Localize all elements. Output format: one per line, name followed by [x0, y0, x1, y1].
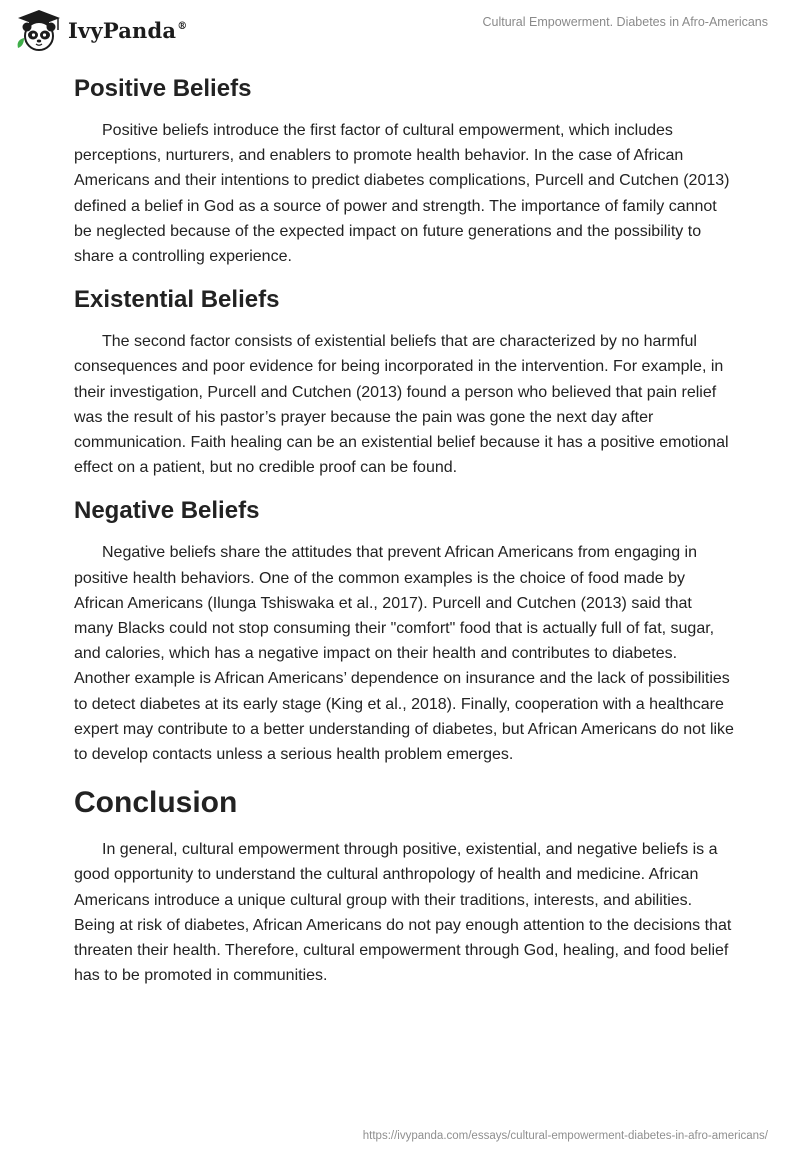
section-paragraph-negative-beliefs: Negative beliefs share the attitudes that prevent African Americans from engaging in positive health behaviors. One of the common examples is the choice of food made by African Americans (Ilunga Tshiswaka et al., 2017). Purcell and Cutchen (2013) said that many Blacks could not stop consuming their "comfort" food that is actually full of fat, sugar, and calories, which has a negative impact on their health and contributes to diabetes. Another example is African Americans’ dependence on insurance and the lack of possibilities to detect diabetes at its early stage (King et al., 2018). Finally, cooperation with a healthcare expert may contribute to a better understanding of diabetes, but African Americans do not like to develop contacts unless a serious health problem emerges.: [74, 544, 734, 764]
panda-graduate-icon: [14, 8, 64, 52]
ivypanda-logo[interactable]: [14, 8, 187, 52]
source-url-link[interactable]: https://ivypanda.com/essays/cultural-empowerment-diabetes-in-afro-americans/: [362, 1130, 768, 1142]
section-paragraph-positive-beliefs: Positive beliefs introduce the first factor of cultural empowerment, which includes perceptions, nurturers, and enablers to promote health behavior. In the case of African Americans and their intentions to predict diabetes complications, Purcell and Cutchen (2013) defined a belief in God as a source of power and strength. The importance of family cannot be neglected because of the expected impact on future generations and the possibility to share a controlling experience.: [74, 122, 730, 266]
page-header: [0, 0, 800, 60]
section-heading-positive-beliefs: Positive Beliefs: [74, 75, 252, 102]
section-heading-existential-beliefs: Existential Beliefs: [74, 286, 280, 314]
section-paragraph-existential-beliefs: The second factor consists of existential beliefs that are characterized by no harmful consequences and poor evidence for being incorporated in the intervention. For example, in their investigation, Purcell and Cutchen (2013) found a person who believed that pain relief was the result of his pastor’s prayer because the pain was gone the next day after communication. Faith healing can be an existential belief because it has a positive emotional effect on a patient, but no credible proof can be found.: [74, 333, 729, 477]
document-title: Cultural Empowerment. Diabetes in Afro-Americans: [482, 15, 768, 29]
essay-body: [74, 70, 734, 1004]
section-heading-negative-beliefs: Negative Beliefs: [74, 497, 260, 525]
registered-mark: ®: [177, 20, 188, 32]
brand-name: IvyPanda®: [68, 17, 188, 43]
conclusion-paragraph: In general, cultural empowerment through positive, existential, and negative beliefs is a good opportunity to understand the cultural anthropology of health and medicine. African Americans introduce a unique cultural group with their traditions, interests, and abilities. Being at risk of diabetes, African Americans do not pay enough attention to the decisions that threaten their health. Therefore, cultural empowerment through God, healing, and food belief has to be promoted in communities.: [74, 841, 732, 985]
conclusion-heading: Conclusion: [74, 786, 238, 820]
